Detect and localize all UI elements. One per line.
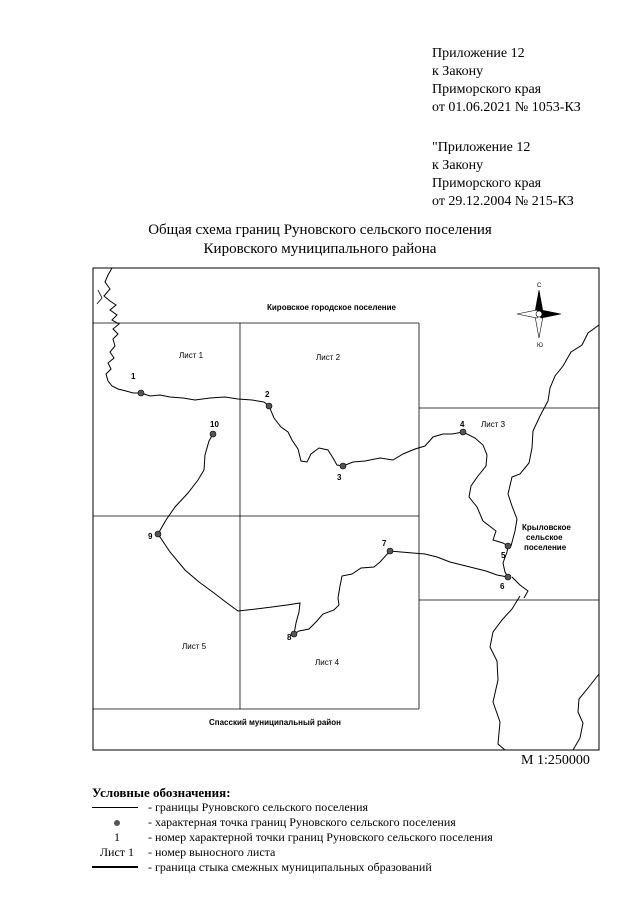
header-line: Приморского края xyxy=(432,176,542,191)
junction-line-icon xyxy=(92,866,138,868)
point-label-3: 3 xyxy=(337,473,342,482)
point-marker-icon xyxy=(114,820,120,826)
point-2 xyxy=(266,403,272,409)
compass-north: С xyxy=(537,283,542,289)
point-7 xyxy=(387,548,393,554)
sheet-label-1: Лист 1 xyxy=(179,351,204,360)
legend-item: - характерная точка границ Руновского сельского поселения xyxy=(92,815,552,829)
map-scale: М 1:250000 xyxy=(521,753,590,768)
sheet-label-3: Лист 3 xyxy=(481,420,506,429)
header-line: к Закону xyxy=(432,158,484,173)
title-line-2: Кировского муниципального района xyxy=(203,241,437,257)
sheet-label-5: Лист 5 xyxy=(182,642,207,651)
point-3 xyxy=(340,463,346,469)
sheet-label-4: Лист 4 xyxy=(315,658,340,667)
compass-south: Ю xyxy=(537,343,544,349)
title-line-1: Общая схема границ Руновского сельского поселения xyxy=(148,222,492,238)
adjacent-boundary-east xyxy=(508,325,599,546)
header-line: "Приложение 12 xyxy=(432,140,531,155)
point-6 xyxy=(505,574,511,580)
sheet-labels xyxy=(179,351,506,667)
header-line: Приморского края xyxy=(432,82,542,97)
point-label-5: 5 xyxy=(501,551,506,560)
point-label-6: 6 xyxy=(500,582,505,591)
label-krylovskoe-3: поселение xyxy=(524,543,567,552)
header-line: Приложение 12 xyxy=(432,46,525,61)
point-1 xyxy=(138,390,144,396)
point-5 xyxy=(505,543,511,549)
compass-rose-icon xyxy=(517,290,561,338)
label-spassky: Спасский муниципальный район xyxy=(209,718,341,727)
header-line: к Закону xyxy=(432,64,484,79)
point-label-10: 10 xyxy=(210,420,219,429)
point-8 xyxy=(291,631,297,637)
legend-title: Условные обозначения: xyxy=(92,785,231,800)
legend-item: - граница стыка смежных муниципальных образований xyxy=(92,860,552,874)
point-10 xyxy=(210,431,216,437)
header-line: от 29.12.2004 № 215-КЗ xyxy=(432,194,574,209)
point-label-2: 2 xyxy=(265,390,270,399)
label-krylovskoe-1: Крыловское xyxy=(522,523,571,532)
legend-item: - границы Руновского сельского поселения xyxy=(92,800,552,814)
boundary-line-icon xyxy=(92,807,138,808)
point-label-8: 8 xyxy=(287,633,292,642)
legend-item: 1 - номер характерной точки границ Руновского сельского поселения xyxy=(114,830,493,844)
point-label-4: 4 xyxy=(460,420,465,429)
point-label-9: 9 xyxy=(148,532,153,541)
point-numbers xyxy=(131,372,506,642)
legend-item: Лист 1 - номер выносного листа xyxy=(99,845,276,859)
point-label-1: 1 xyxy=(131,372,136,381)
header-line: от 01.06.2021 № 1053-КЗ xyxy=(432,100,581,115)
map-frame xyxy=(93,268,599,750)
label-krylovskoe-2: сельское xyxy=(526,533,563,542)
label-kirovskoe: Кировское городское поселение xyxy=(267,303,396,312)
point-4 xyxy=(460,429,466,435)
point-9 xyxy=(155,531,161,537)
territory-labels xyxy=(209,303,571,727)
runovskoe-boundary xyxy=(141,393,508,634)
sheet-label-2: Лист 2 xyxy=(316,353,341,362)
point-label-7: 7 xyxy=(382,539,387,548)
